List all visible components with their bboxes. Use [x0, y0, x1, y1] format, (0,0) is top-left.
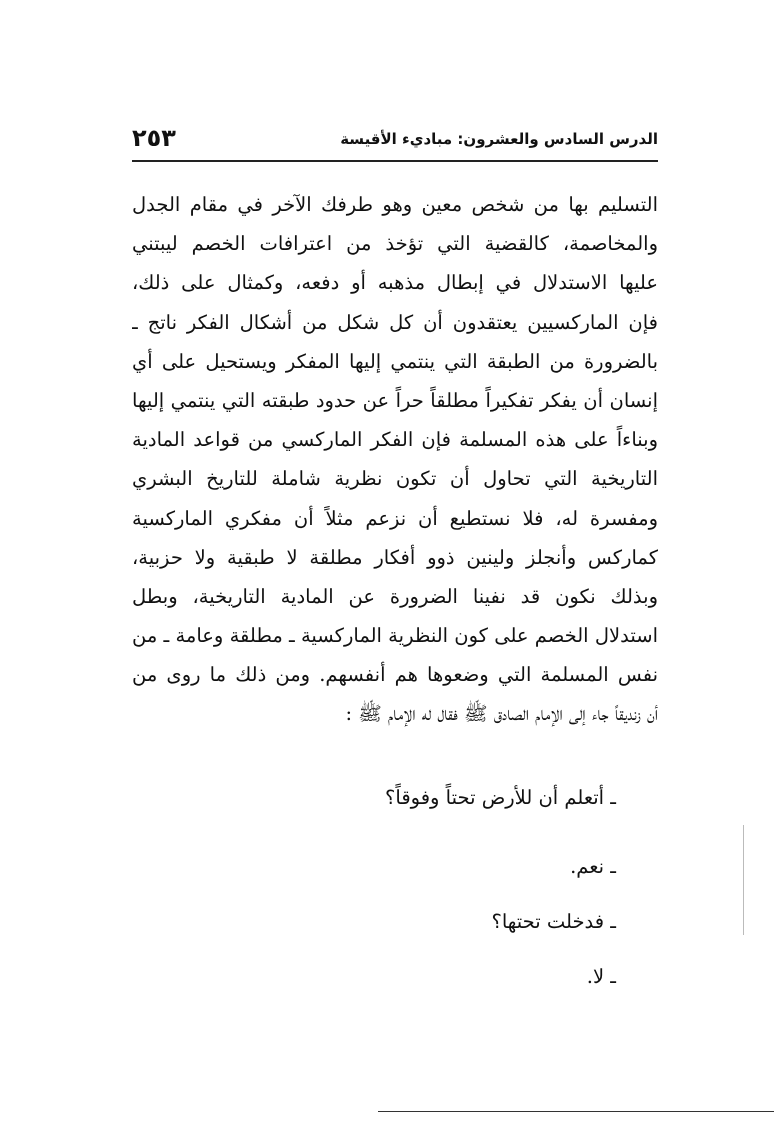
body-paragraph [132, 185, 658, 734]
running-head: الدرس السادس والعشرون: مباديء الأقيسة [340, 130, 658, 148]
text-line: أن زنديقاً جاء إلى الإمام الصادق ﷺ فقال له الإمام ﷺ : [345, 702, 658, 726]
dialogue-line: ـ نعم. [570, 855, 616, 878]
text-line: بالضرورة من الطبقة التي ينتمي إليها المفكر ويستحيل على أي [132, 349, 658, 373]
text-line: عليها الاستدلال في إبطال مذهبه أو دفعه، وكمثال على ذلك، [132, 271, 658, 295]
page-header [132, 124, 658, 158]
scan-bottom-edge [378, 1111, 774, 1112]
text-line: والمخاصمة، كالقضية التي تؤخذ من اعترافات الخصم ليبتني [132, 232, 658, 256]
text-line: فإن الماركسيين يعتقدون أن كل شكل من أشكال الفكر ناتج ـ [132, 310, 658, 334]
header-rule [132, 160, 658, 162]
text-line: وبناءاً على هذه المسلمة فإن الفكر الماركسي من قواعد المادية [132, 428, 658, 452]
dialogue-line: ـ فدخلت تحتها؟ [491, 910, 616, 933]
text-line: وبذلك نكون قد نفينا الضرورة عن المادية التاريخية، وبطل [132, 584, 658, 608]
dialogue-line: ـ أتعلم أن للأرض تحتاً وفوقاً؟ [385, 786, 616, 809]
text-line: ومفسرة له، فلا نستطيع أن نزعم مثلاً أن مفكري الماركسية [132, 506, 658, 530]
page-number: ٢٥٣ [132, 124, 176, 152]
text-line: كماركس وأنجلز ولينين ذوو أفكار مطلقة لا طبقية ولا حزبية، [132, 545, 658, 569]
dialogue-line: ـ لا. [586, 965, 616, 988]
text-line: التسليم بها من شخص معين وهو طرفك الآخر في مقام الجدل [132, 193, 658, 216]
text-line: استدلال الخصم على كون النظرية الماركسية ـ مطلقة وعامة ـ من [132, 624, 658, 648]
text-line: نفس المسلمة التي وضعوها هم أنفسهم. ومن ذلك ما روى من [132, 663, 658, 687]
text-line: التاريخية التي تحاول أن تكون نظرية شاملة للتاريخ البشري [132, 467, 658, 491]
scan-edge-line [743, 825, 744, 935]
text-line: إنسان أن يفكر تفكيراً مطلقاً حراً عن حدود طبقته التي ينتمي إليها [132, 388, 658, 412]
